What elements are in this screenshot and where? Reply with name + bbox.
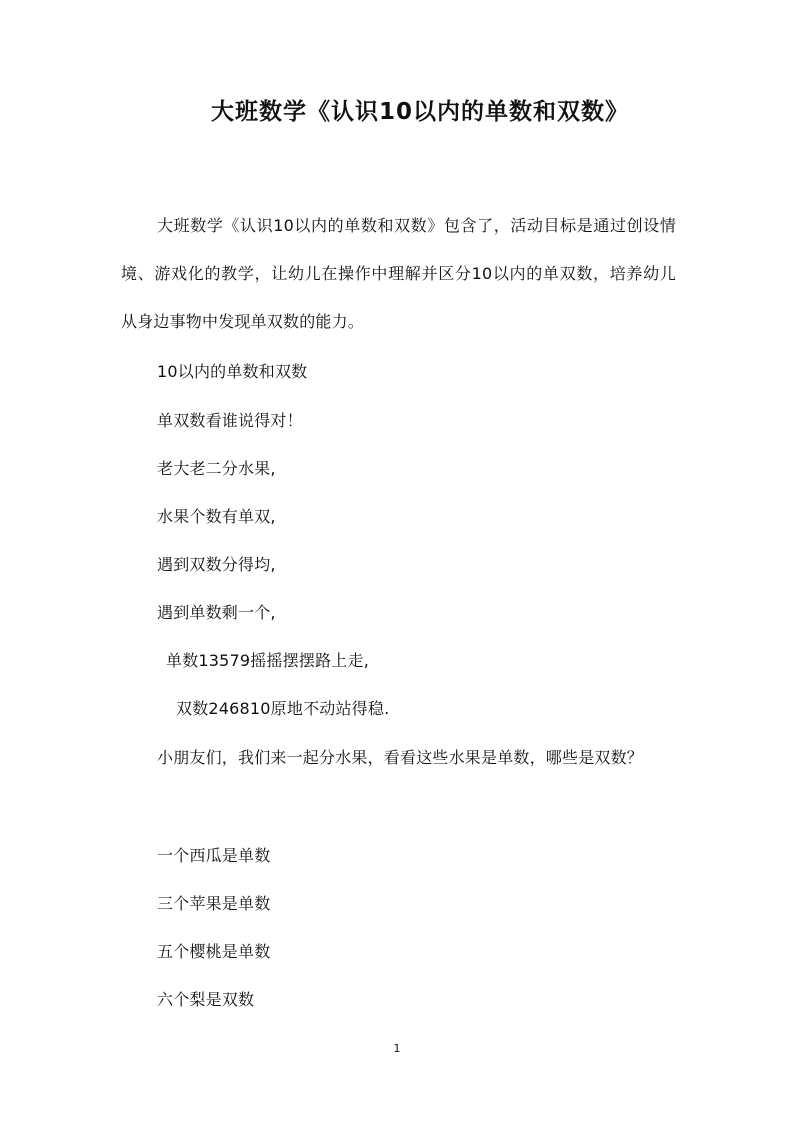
example-line: 六个梨是双数	[157, 990, 255, 1009]
document-title: 大班数学《认识10以内的单数和双数》	[210, 99, 629, 125]
rhyme-line: 遇到双数分得均,	[157, 555, 276, 574]
example-line: 三个苹果是单数	[157, 894, 271, 913]
rhyme-line: 单数13579摇摇摆摆路上走,	[166, 651, 369, 670]
example-line: 一个西瓜是单数	[157, 846, 271, 865]
rhyme-line: 水果个数有单双,	[157, 507, 276, 526]
rhyme-line: 单双数看谁说得对！	[157, 411, 303, 430]
rhyme-line: 遇到单数剩一个,	[157, 603, 276, 622]
example-line: 五个樱桃是单数	[157, 942, 271, 961]
page-number: 1	[393, 1042, 401, 1055]
section-subtitle: 10以内的单数和双数	[157, 362, 308, 381]
rhyme-line: 老大老二分水果,	[157, 459, 276, 478]
question-paragraph: 小朋友们，我们来一起分水果，看看这些水果是单数，哪些是双数？	[157, 748, 644, 767]
intro-paragraph: 大班数学《认识10以内的单数和双数》包含了，活动目标是通过创设情境、游戏化的教学，让幼儿在操作中理解并区分10以内的单双数，培养幼儿从身边事物中发现单双数的能力。	[121, 216, 676, 331]
rhyme-line: 双数246810原地不动站得稳.	[176, 699, 390, 718]
